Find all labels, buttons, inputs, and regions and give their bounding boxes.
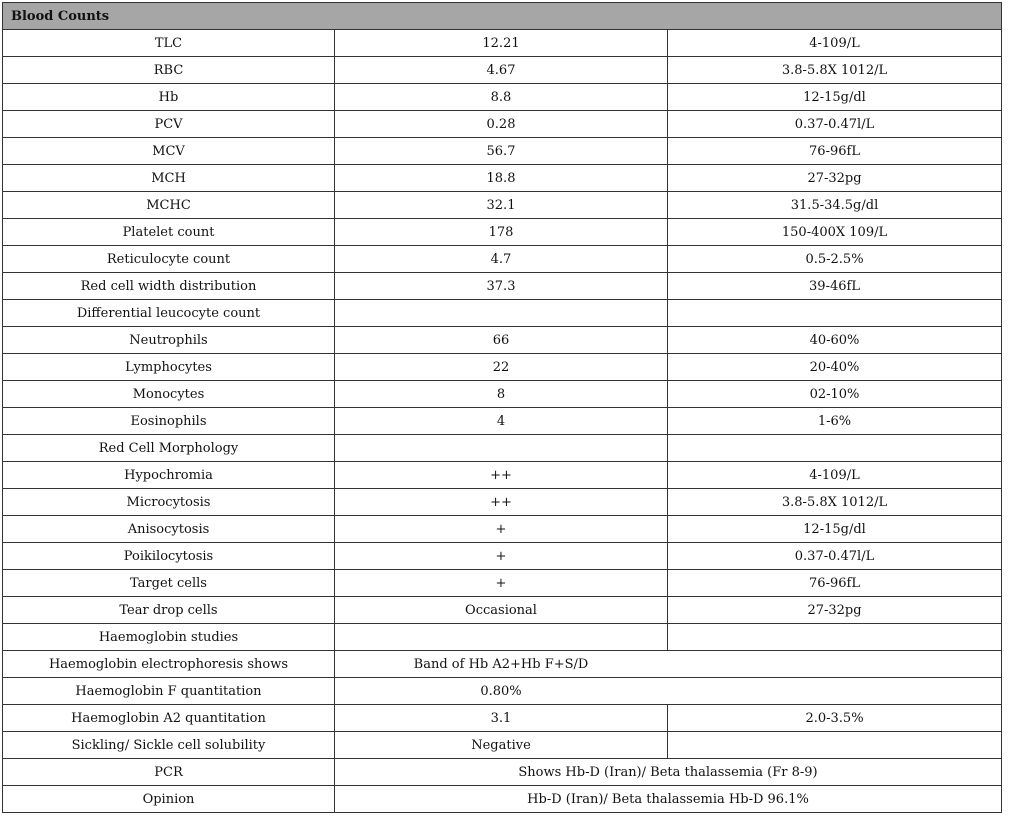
reference-range-cell: 27-32pg	[668, 597, 1002, 624]
test-name-cell: Monocytes	[3, 381, 335, 408]
result-cell: 8.8	[335, 84, 668, 111]
result-cell: Negative	[335, 732, 668, 759]
test-name-cell: Microcytosis	[3, 489, 335, 516]
table-row	[3, 732, 1002, 759]
reference-range-cell: 12-15g/dl	[668, 84, 1002, 111]
result-cell: 56.7	[335, 138, 668, 165]
reference-range-cell: 20-40%	[668, 354, 1002, 381]
reference-range-cell: 76-96fL	[668, 570, 1002, 597]
result-cell: 4	[335, 408, 668, 435]
table-row	[3, 138, 1002, 165]
table-row	[3, 30, 1002, 57]
test-name-cell: MCV	[3, 138, 335, 165]
table-row	[3, 165, 1002, 192]
test-name-cell: Hypochromia	[3, 462, 335, 489]
reference-range-cell	[668, 651, 1002, 678]
table-row	[3, 246, 1002, 273]
result-cell: Hb-D (Iran)/ Beta thalassemia Hb-D 96.1%	[335, 786, 1002, 813]
table-row	[3, 543, 1002, 570]
test-name-cell: Poikilocytosis	[3, 543, 335, 570]
reference-range-cell: 4-109/L	[668, 462, 1002, 489]
table-row	[3, 381, 1002, 408]
table-row	[3, 786, 1002, 813]
reference-range-cell: 40-60%	[668, 327, 1002, 354]
table-row	[3, 273, 1002, 300]
reference-range-cell	[668, 624, 1002, 651]
test-name-cell: Haemoglobin electrophoresis shows	[3, 651, 335, 678]
table-row	[3, 678, 1002, 705]
reference-range-cell: 0.37-0.47l/L	[668, 111, 1002, 138]
test-name-cell: Lymphocytes	[3, 354, 335, 381]
result-cell: 3.1	[335, 705, 668, 732]
table-row	[3, 705, 1002, 732]
reference-range-cell: 0.5-2.5%	[668, 246, 1002, 273]
test-name-cell: PCR	[3, 759, 335, 786]
table-row	[3, 462, 1002, 489]
table-row	[3, 489, 1002, 516]
test-name-cell: Reticulocyte count	[3, 246, 335, 273]
test-name-cell: Platelet count	[3, 219, 335, 246]
test-name-cell: MCHC	[3, 192, 335, 219]
result-cell	[335, 624, 668, 651]
result-cell	[335, 435, 668, 462]
test-name-cell: Anisocytosis	[3, 516, 335, 543]
test-name-cell: Tear drop cells	[3, 597, 335, 624]
table-row	[3, 57, 1002, 84]
table-row	[3, 192, 1002, 219]
reference-range-cell: 31.5-34.5g/dl	[668, 192, 1002, 219]
table-row	[3, 408, 1002, 435]
result-cell: 12.21	[335, 30, 668, 57]
table-row	[3, 570, 1002, 597]
test-name-cell: Target cells	[3, 570, 335, 597]
reference-range-cell	[668, 435, 1002, 462]
table-header-row	[3, 3, 1002, 30]
reference-range-cell	[668, 678, 1002, 705]
test-name-cell: Red Cell Morphology	[3, 435, 335, 462]
result-cell: 4.67	[335, 57, 668, 84]
blood-counts-table	[2, 2, 1002, 813]
reference-range-cell: 02-10%	[668, 381, 1002, 408]
test-name-cell: PCV	[3, 111, 335, 138]
result-cell: Band of Hb A2+Hb F+S/D	[335, 651, 668, 678]
result-cell: Shows Hb-D (Iran)/ Beta thalassemia (Fr 8-9)	[335, 759, 1002, 786]
reference-range-cell: 27-32pg	[668, 165, 1002, 192]
reference-range-cell: 76-96fL	[668, 138, 1002, 165]
reference-range-cell	[668, 732, 1002, 759]
table-row	[3, 354, 1002, 381]
reference-range-cell: 39-46fL	[668, 273, 1002, 300]
table-row	[3, 219, 1002, 246]
result-cell: +	[335, 570, 668, 597]
result-cell: 4.7	[335, 246, 668, 273]
result-cell: 37.3	[335, 273, 668, 300]
test-name-cell: TLC	[3, 30, 335, 57]
result-cell: 22	[335, 354, 668, 381]
table-row	[3, 624, 1002, 651]
test-name-cell: Sickling/ Sickle cell solubility	[3, 732, 335, 759]
reference-range-cell: 1-6%	[668, 408, 1002, 435]
test-name-cell: Differential leucocyte count	[3, 300, 335, 327]
test-name-cell: Hb	[3, 84, 335, 111]
table-row	[3, 759, 1002, 786]
reference-range-cell: 12-15g/dl	[668, 516, 1002, 543]
table-row	[3, 516, 1002, 543]
reference-range-cell: 2.0-3.5%	[668, 705, 1002, 732]
result-cell: 178	[335, 219, 668, 246]
test-name-cell: Eosinophils	[3, 408, 335, 435]
test-name-cell: Neutrophils	[3, 327, 335, 354]
table-row	[3, 111, 1002, 138]
reference-range-cell: 0.37-0.47l/L	[668, 543, 1002, 570]
test-name-cell: RBC	[3, 57, 335, 84]
reference-range-cell: 4-109/L	[668, 30, 1002, 57]
table-title: Blood Counts	[3, 3, 1002, 30]
table-body	[3, 3, 1002, 813]
result-cell: +	[335, 516, 668, 543]
test-name-cell: Haemoglobin A2 quantitation	[3, 705, 335, 732]
test-name-cell: Haemoglobin studies	[3, 624, 335, 651]
reference-range-cell: 150-400X 109/L	[668, 219, 1002, 246]
reference-range-cell: 3.8-5.8X 1012/L	[668, 489, 1002, 516]
test-name-cell: Haemoglobin F quantitation	[3, 678, 335, 705]
result-cell: 18.8	[335, 165, 668, 192]
table-row	[3, 651, 1002, 678]
result-cell: +	[335, 543, 668, 570]
result-cell: 66	[335, 327, 668, 354]
reference-range-cell	[668, 300, 1002, 327]
table-row	[3, 435, 1002, 462]
result-cell: Occasional	[335, 597, 668, 624]
table-row	[3, 597, 1002, 624]
result-cell: ++	[335, 462, 668, 489]
result-cell: 0.80%	[335, 678, 668, 705]
table-row	[3, 327, 1002, 354]
result-cell: ++	[335, 489, 668, 516]
result-cell: 32.1	[335, 192, 668, 219]
result-cell: 8	[335, 381, 668, 408]
result-cell	[335, 300, 668, 327]
reference-range-cell: 3.8-5.8X 1012/L	[668, 57, 1002, 84]
test-name-cell: MCH	[3, 165, 335, 192]
result-cell: 0.28	[335, 111, 668, 138]
test-name-cell: Opinion	[3, 786, 335, 813]
test-name-cell: Red cell width distribution	[3, 273, 335, 300]
table-row	[3, 300, 1002, 327]
table-row	[3, 84, 1002, 111]
